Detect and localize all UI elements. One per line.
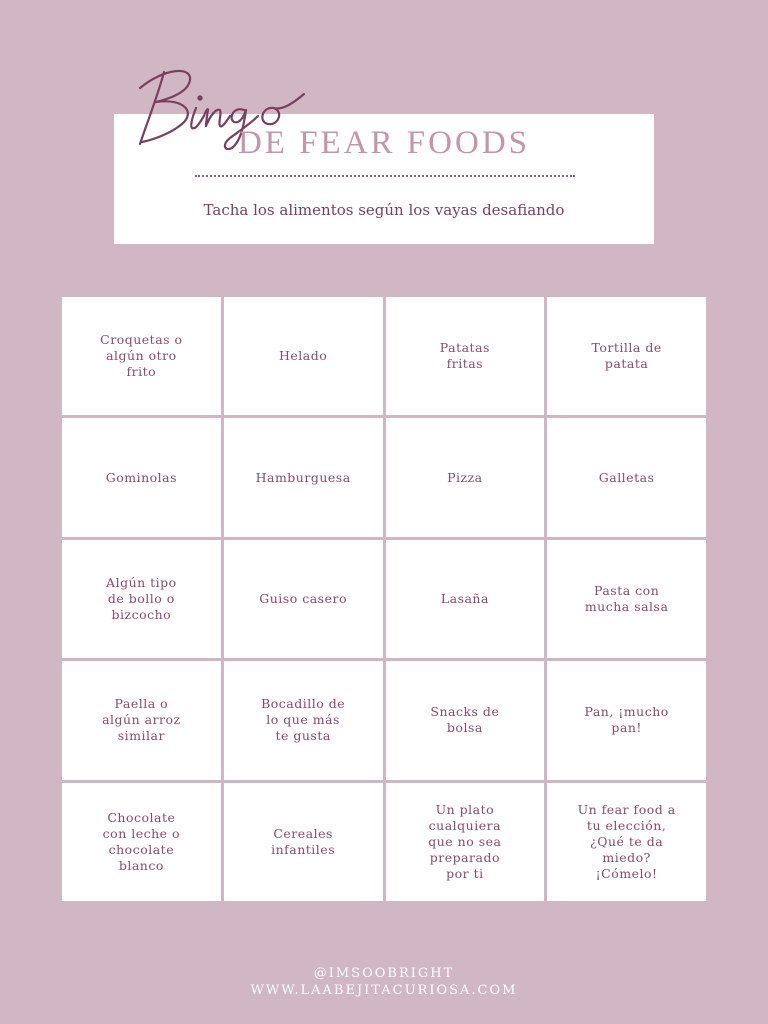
subtitle: Tacha los alimentos según los vayas desafiando	[203, 201, 565, 219]
bingo-cell[interactable]: Lasaña	[386, 540, 545, 658]
bingo-cell[interactable]: Galletas	[547, 418, 706, 536]
bingo-cell[interactable]: Pan, ¡mucho pan!	[547, 661, 706, 779]
bingo-cell[interactable]: Paella o algún arroz similar	[62, 661, 221, 779]
bingo-cell[interactable]: Algún tipo de bollo o bizcocho	[62, 540, 221, 658]
bingo-cell[interactable]: Un fear food a tu elección, ¿Qué te da miedo? ¡Cómelo!	[547, 783, 706, 901]
footer-handle: @IMSOOBRIGHT	[313, 966, 455, 981]
bingo-cell[interactable]: Croquetas o algún otro frito	[62, 297, 221, 415]
bingo-cell[interactable]: Pizza	[386, 418, 545, 536]
bingo-cell[interactable]: Helado	[224, 297, 383, 415]
dotted-divider	[195, 175, 575, 177]
bingo-cell[interactable]: Snacks de bolsa	[386, 661, 545, 779]
bingo-cell[interactable]: Cereales infantiles	[224, 783, 383, 901]
bingo-cell[interactable]: Chocolate con leche o chocolate blanco	[62, 783, 221, 901]
footer-website: WWW.LAABEJITACURIOSA.COM	[250, 983, 518, 998]
bingo-cell[interactable]: Bocadillo de lo que más te gusta	[224, 661, 383, 779]
bingo-cell[interactable]: Guiso casero	[224, 540, 383, 658]
page-title: DE FEAR FOODS	[237, 125, 531, 161]
bingo-cell[interactable]: Hamburguesa	[224, 418, 383, 536]
bingo-cell[interactable]: Patatas fritas	[386, 297, 545, 415]
bingo-cell[interactable]: Tortilla de patata	[547, 297, 706, 415]
bingo-cell[interactable]: Gominolas	[62, 418, 221, 536]
bingo-grid	[61, 296, 707, 902]
bingo-cell[interactable]: Un plato cualquiera que no sea preparado por ti	[386, 783, 545, 901]
bingo-cell[interactable]: Pasta con mucha salsa	[547, 540, 706, 658]
